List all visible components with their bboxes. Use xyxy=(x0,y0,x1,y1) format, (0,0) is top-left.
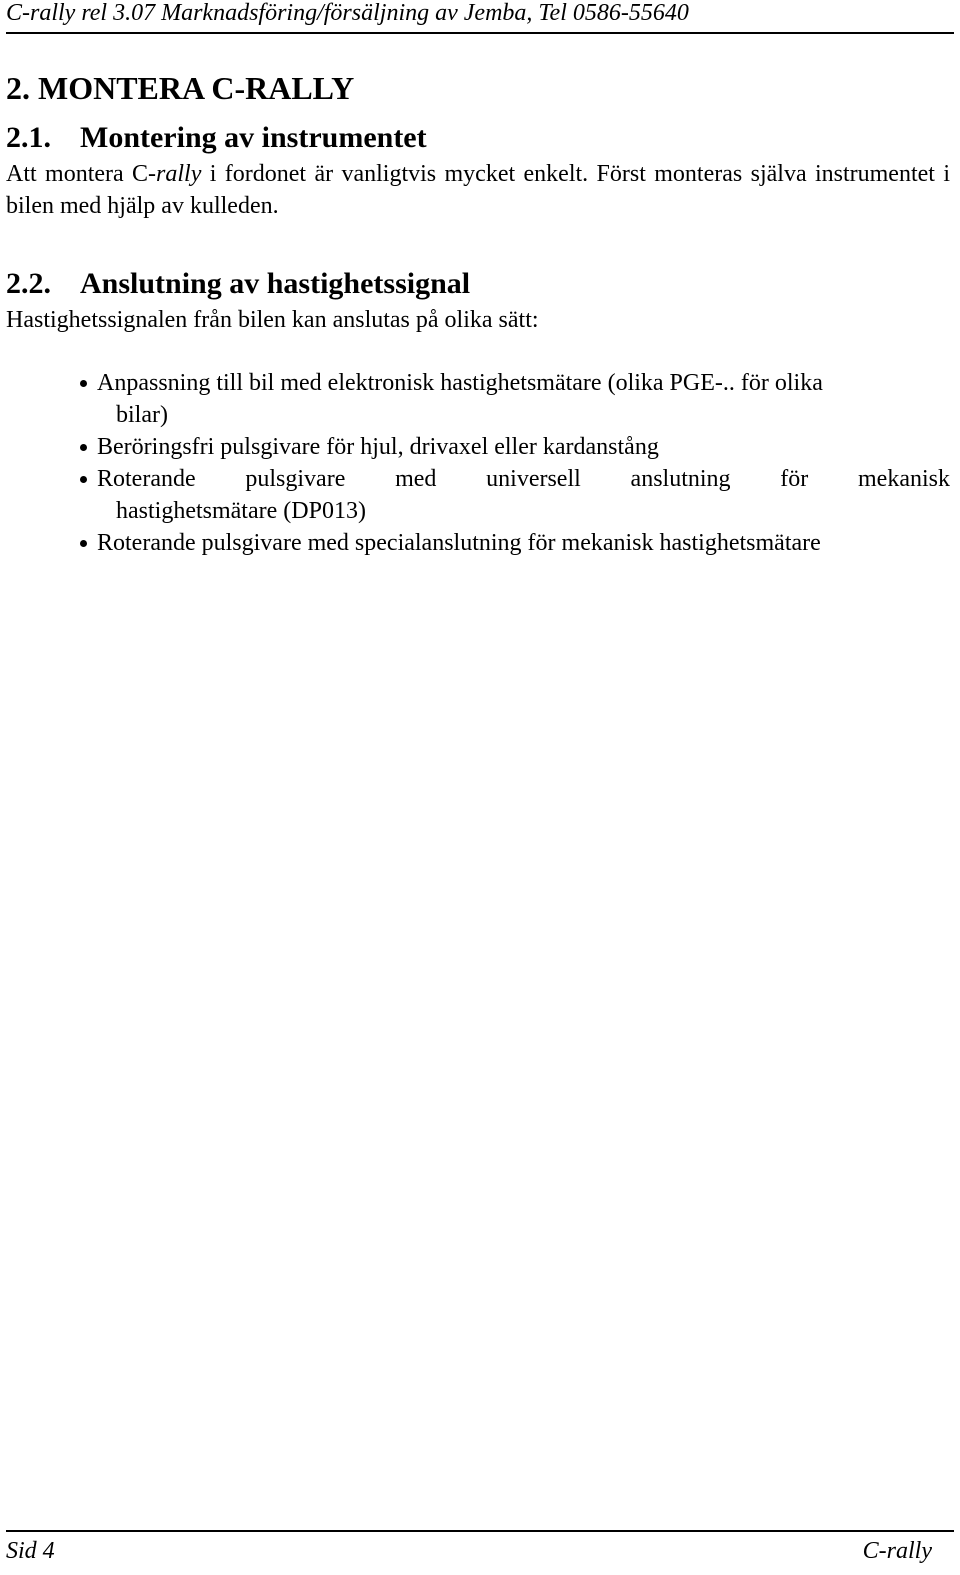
list-item xyxy=(80,367,950,431)
section-number: 2.1. xyxy=(6,121,51,154)
chapter-title: 2. MONTERA C-RALLY xyxy=(6,70,355,106)
paragraph-text-start: Att montera C- xyxy=(6,161,157,187)
bullet-icon xyxy=(80,540,87,547)
section-2-2-intro: Hastighetssignalen från bilen kan anslutas på olika sätt: xyxy=(6,307,539,333)
page-footer xyxy=(6,1530,954,1572)
section-title: Anslutning av hastighetssignal xyxy=(80,267,471,300)
bullet-icon xyxy=(80,476,87,483)
section-title: Montering av instrumentet xyxy=(80,121,427,154)
list-item-text: Anpassning till bil med elektronisk hastighetsmätare (olika PGE-.. för olika xyxy=(97,370,823,396)
list-item xyxy=(80,463,950,495)
list-item-continuation xyxy=(80,495,950,527)
list-item xyxy=(80,431,950,463)
bullet-icon xyxy=(80,380,87,387)
bullet-icon xyxy=(80,444,87,451)
list-item xyxy=(80,527,950,559)
list-item-text: Roterande pulsgivare med universell anslutning för mekanisk xyxy=(97,466,950,492)
page-number: Sid 4 xyxy=(6,1538,55,1564)
paragraph-text-italic: rally xyxy=(156,161,202,187)
header-text: C-rally rel 3.07 Marknadsföring/försäljning av Jemba, Tel 0586-55640 xyxy=(6,0,689,26)
list-item-text: Beröringsfri pulsgivare för hjul, drivaxel eller kardanstång xyxy=(97,434,659,460)
footer-product-name: C-rally xyxy=(862,1538,932,1564)
section-2-1-paragraph xyxy=(6,158,950,222)
list-item-text-cont: bilar) xyxy=(116,402,168,428)
page-header xyxy=(6,0,954,34)
section-number: 2.2. xyxy=(6,267,51,300)
paragraph-text-end: i fordonet är vanligtvis mycket enkelt. Först monteras själva instrumentet i bilen med hjälp av kulleden. xyxy=(6,161,950,219)
connection-options-list xyxy=(80,367,950,559)
section-heading-2-1 xyxy=(6,121,427,155)
list-item-text: Roterande pulsgivare med specialanslutning för mekanisk hastighetsmätare xyxy=(97,530,821,556)
section-heading-2-2 xyxy=(6,267,470,301)
list-item-text-cont: hastighetsmätare (DP013) xyxy=(116,498,366,524)
